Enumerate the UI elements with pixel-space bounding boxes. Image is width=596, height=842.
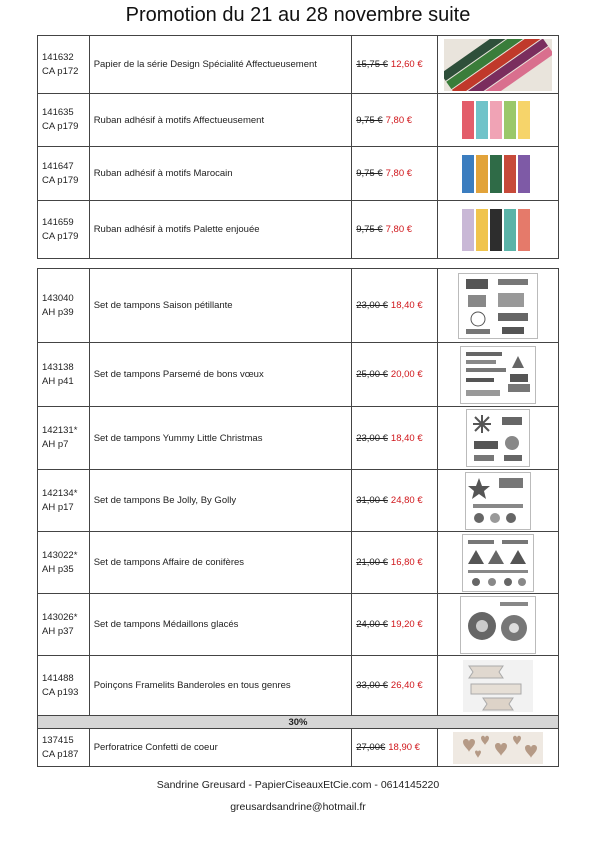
product-description: Set de tampons Médaillons glacés xyxy=(89,594,352,656)
new-price: 26,40 € xyxy=(390,680,423,691)
product-image-cell xyxy=(438,201,559,259)
old-price: 33,00 € xyxy=(356,680,388,691)
old-price: 27,00€ xyxy=(356,742,386,753)
price-cell xyxy=(352,532,438,594)
catalog-ref: CA p179 xyxy=(42,174,79,186)
product-image-cell xyxy=(438,269,559,343)
product-code-cell xyxy=(38,470,90,532)
catalog-ref: CA p193 xyxy=(42,686,79,698)
price-cell xyxy=(352,269,438,343)
product-description: Papier de la série Design Spécialité Affectueusement xyxy=(89,36,352,94)
product-image-cell xyxy=(438,94,559,147)
new-price: 18,40 € xyxy=(390,432,423,444)
footer-contact: Sandrine Greusard - PapierCiseauxEtCie.com - 0614145220 xyxy=(156,779,440,791)
new-price: 12,60 € xyxy=(390,59,423,70)
new-price: 7,80 € xyxy=(385,224,413,235)
product-description: Ruban adhésif à motifs Palette enjouée xyxy=(89,201,352,259)
washi-tape-rolls-image xyxy=(460,97,536,143)
product-description: Set de tampons Affaire de conifères xyxy=(89,532,352,594)
product-code: 143022* xyxy=(42,549,78,561)
product-code-cell xyxy=(38,36,90,94)
table-row xyxy=(38,94,559,147)
new-price: 24,80 € xyxy=(390,495,423,506)
price-cell xyxy=(352,594,438,656)
washi-tape-rolls-image xyxy=(460,205,536,255)
designer-paper-rolls-image xyxy=(444,39,552,91)
product-description: Poinçons Framelits Banderoles en tous genres xyxy=(89,656,352,716)
table-row xyxy=(38,269,559,343)
product-image-cell xyxy=(438,656,559,716)
new-price: 20,00 € xyxy=(390,369,423,380)
table-row xyxy=(38,656,559,716)
product-description: Perforatrice Confetti de coeur xyxy=(89,729,352,767)
old-price: 9,75 € xyxy=(356,168,383,179)
product-code-cell xyxy=(38,532,90,594)
stamp-set-sheet-image xyxy=(465,472,531,530)
table-row xyxy=(38,407,559,470)
product-image-cell xyxy=(438,470,559,532)
new-price: 18,90 € xyxy=(388,742,420,753)
new-price: 18,40 € xyxy=(390,300,423,311)
product-description: Set de tampons Parsemé de bons vœux xyxy=(89,343,352,407)
catalog-ref: AH p39 xyxy=(42,306,74,318)
catalog-ref: CA p172 xyxy=(42,65,79,77)
stamp-set-sheet-image xyxy=(462,534,534,592)
catalog-ref: AH p35 xyxy=(42,563,74,575)
table-row xyxy=(38,36,559,94)
old-price: 23,00 € xyxy=(356,432,388,444)
old-price: 9,75 € xyxy=(356,114,383,126)
product-code: 142131* xyxy=(42,425,78,436)
product-table-2 xyxy=(37,268,559,767)
product-code: 143138 xyxy=(42,361,74,373)
product-image-cell xyxy=(438,36,559,94)
product-image-cell xyxy=(438,147,559,201)
price-cell xyxy=(352,343,438,407)
table-row xyxy=(38,343,559,407)
price-cell xyxy=(352,729,438,767)
old-price: 31,00 € xyxy=(356,495,388,506)
old-price: 25,00 € xyxy=(356,369,388,380)
old-price: 24,00 € xyxy=(356,619,388,630)
page-title: Promotion du 21 au 28 novembre suite xyxy=(125,4,471,26)
product-code: 141647 xyxy=(42,160,74,172)
table-row xyxy=(38,201,559,259)
stamp-set-sheet-image xyxy=(458,273,538,339)
product-image-cell xyxy=(438,407,559,470)
product-code-cell xyxy=(38,656,90,716)
product-code-cell xyxy=(38,594,90,656)
product-code-cell xyxy=(38,269,90,343)
product-code: 143040 xyxy=(42,292,74,304)
washi-tape-rolls-image xyxy=(460,151,536,197)
table-row xyxy=(38,532,559,594)
product-code-cell xyxy=(38,407,90,470)
new-price: 16,80 € xyxy=(390,557,423,568)
catalog-ref: AH p41 xyxy=(42,375,74,387)
product-code: 141488 xyxy=(42,672,74,684)
product-code: 141632 xyxy=(42,51,74,63)
product-code: 141635 xyxy=(42,107,74,118)
price-cell xyxy=(352,36,438,94)
product-image-cell xyxy=(438,594,559,656)
discount-row xyxy=(38,716,559,729)
stamp-set-sheet-image xyxy=(460,346,536,404)
catalog-ref: AH p7 xyxy=(42,439,69,450)
product-description: Set de tampons Saison pétillante xyxy=(89,269,352,343)
heart-confetti-punch-image xyxy=(453,732,543,764)
product-image-cell xyxy=(438,532,559,594)
stamp-set-sheet-image xyxy=(460,596,536,654)
old-price: 9,75 € xyxy=(356,224,383,235)
catalog-ref: CA p187 xyxy=(42,748,79,760)
price-cell xyxy=(352,656,438,716)
product-description: Ruban adhésif à motifs Marocain xyxy=(89,147,352,201)
price-cell xyxy=(352,94,438,147)
product-code-cell xyxy=(38,343,90,407)
product-code-cell xyxy=(38,729,90,767)
product-code: 137415 xyxy=(42,734,74,746)
stamp-set-sheet-image xyxy=(466,409,530,467)
new-price: 7,80 € xyxy=(385,168,413,179)
table-row xyxy=(38,147,559,201)
product-code-cell xyxy=(38,147,90,201)
product-code: 142134* xyxy=(42,487,78,499)
catalog-ref: CA p179 xyxy=(42,230,79,242)
table-row xyxy=(38,729,559,767)
old-price: 21,00 € xyxy=(356,557,388,568)
catalog-ref: CA p179 xyxy=(42,121,79,132)
old-price: 23,00 € xyxy=(356,300,388,311)
product-code: 141659 xyxy=(42,216,74,228)
new-price: 19,20 € xyxy=(390,619,423,630)
old-price: 15,75 € xyxy=(356,59,388,70)
catalog-ref: AH p17 xyxy=(42,501,74,513)
footer-email: greusardsandrine@hotmail.fr xyxy=(230,801,366,813)
product-description: Set de tampons Be Jolly, By Golly xyxy=(89,470,352,532)
product-image-cell xyxy=(438,729,559,767)
price-cell xyxy=(352,201,438,259)
product-description: Set de tampons Yummy Little Christmas xyxy=(89,407,352,470)
product-code-cell xyxy=(38,201,90,259)
product-code-cell xyxy=(38,94,90,147)
table-row xyxy=(38,470,559,532)
catalog-ref: AH p37 xyxy=(42,625,74,637)
price-cell xyxy=(352,470,438,532)
product-description: Ruban adhésif à motifs Affectueusement xyxy=(89,94,352,147)
price-cell xyxy=(352,407,438,470)
discount-label: 30% xyxy=(38,716,559,729)
product-image-cell xyxy=(438,343,559,407)
product-table-1 xyxy=(37,35,559,259)
new-price: 7,80 € xyxy=(385,114,413,126)
table-row xyxy=(38,594,559,656)
price-cell xyxy=(352,147,438,201)
framelits-dies-image xyxy=(463,660,533,712)
product-code: 143026* xyxy=(42,611,78,623)
